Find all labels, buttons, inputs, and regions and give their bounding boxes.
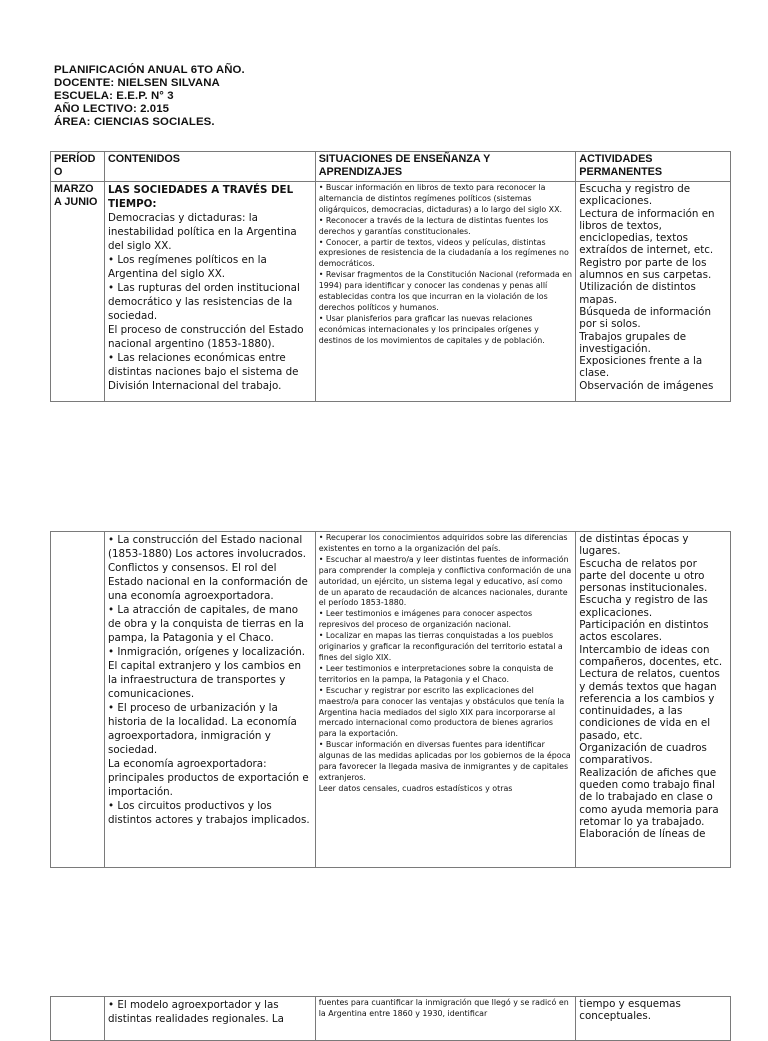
contenidos-title: LAS SOCIEDADES A TRAVÉS DEL TIEMPO: <box>107 184 294 210</box>
actividad-item: Participación en distintos actos escolares. <box>579 619 709 644</box>
situacion-item: • Revisar fragmentos de la Constitución Nacional (reformada en 1994) para identificar y conocer las condenas y penas allí establecidas contra los que incurran en la violación de los derechos políticos y humanos. <box>318 270 573 312</box>
actividad-item: Escucha y registro de las explicaciones. <box>579 594 708 619</box>
periodo-cell <box>51 532 105 868</box>
actividad-item: de distintas épocas y lugares. <box>579 533 689 558</box>
periodo-cell: MARZO A JUNIO <box>51 182 105 402</box>
contenido-item: • La atracción de capitales, de mano de obra y la conquista de tierras en la pampa, la Patagonia y el Chaco. <box>107 604 304 644</box>
situacion-item: • Reconocer a través de la lectura de distintas fuentes los derechos y garantías constitucionales. <box>318 215 549 236</box>
contenido-item: Democracias y dictaduras: la inestabilidad política en la Argentina del siglo XX. <box>107 212 297 252</box>
actividad-item: Lectura de relatos, cuentos y demás textos que hagan referencia a los cambios y continuidades, a las condiciones de vida en el pasado, etc. <box>579 668 720 742</box>
situacion-item: • Buscar información en libros de texto para reconocer la alternancia de distintos regímenes políticos (sistemas oligárquicos, democracias, dictaduras) a lo largo del siglo XX. <box>318 183 562 214</box>
planning-table-page-2 <box>50 531 731 868</box>
situacion-item: • Usar planisferios para graficar las nuevas relaciones económicas internacionales y los principales orígenes y destinos de los movimientos de capitales y de población. <box>318 313 545 345</box>
situacion-item: • Buscar información en diversas fuentes para identificar algunas de las medidas aplicadas por los gobiernos de la época para favorecer la llegada masiva de inmigrantes y de capitales extranjeros. <box>318 740 571 782</box>
periodo-cell <box>51 997 105 1041</box>
contenido-item: La economía agroexportadora: principales productos de exportación e importación. <box>107 758 309 798</box>
contenidos-cell <box>104 532 315 868</box>
plan-title: PLANIFICACIÓN ANUAL 6TO AÑO. <box>54 64 245 76</box>
contenidos-cell <box>104 997 315 1041</box>
contenido-item: • Los circuitos productivos y los distintos actores y trabajos implicados. <box>107 800 310 826</box>
contenido-item: • El modelo agroexportador y las distintas realidades regionales. La <box>107 999 284 1025</box>
actividad-item: Exposiciones frente a la clase. <box>579 355 703 380</box>
actividad-item: Trabajos grupales de investigación. <box>579 330 687 355</box>
actividad-item: Lectura de información en libros de textos, enciclopedias, textos extraídos de internet, etc. <box>579 207 715 257</box>
planning-table-page-1 <box>50 151 731 402</box>
situaciones-cell <box>315 182 576 402</box>
contenido-item: • La construcción del Estado nacional (1853-1880) Los actores involucrados. Conflictos y consensos. El rol del Estado nacional en la conformación de una economía agroexportadora. <box>107 534 308 602</box>
actividad-item: Utilización de distintos mapas. <box>579 281 696 306</box>
school-line: ESCUELA: E.E.P. N° 3 <box>54 90 174 102</box>
actividad-item: Escucha de relatos por parte del docente u otro personas institucionales. <box>579 557 708 595</box>
contenido-item: • Inmigración, orígenes y localización. El capital extranjero y los cambios en la infraestructura de transportes y comunicaciones. <box>107 646 306 700</box>
contenido-item: El proceso de construcción del Estado nacional argentino (1853-1880). <box>107 324 304 350</box>
actividades-cell <box>576 997 731 1041</box>
actividad-item: Organización de cuadros comparativos. <box>579 742 707 767</box>
situacion-item: • Escuchar al maestro/a y leer distintas fuentes de información para comprender la compleja y conflictiva conformación de una autoridad, un ejército, un sistema legal y educativo, así como de un aparato de recaudación de alcances nacionales, durante el período 1853-1880. <box>318 554 572 608</box>
header-situaciones: SITUACIONES DE ENSEÑANZA Y APRENDIZAJES <box>315 152 576 182</box>
situaciones-cell <box>315 997 576 1041</box>
actividad-item: Registro por parte de los alumnos en sus carpetas. <box>579 256 712 282</box>
header-contenidos: CONTENIDOS <box>104 152 315 182</box>
situacion-item: • Leer testimonios e imágenes para conocer aspectos represivos del proceso de organización nacional. <box>318 609 533 630</box>
contenidos-cell <box>104 182 315 402</box>
actividad-item: Realización de afiches que queden como trabajo final de lo trabajado en clase o como ayuda memoria para retomar lo ya trabajado. <box>579 766 719 828</box>
header-actividades: ACTIVIDADES PERMANENTES <box>576 152 731 182</box>
situacion-item: fuentes para cuantificar la inmigración que llegó y se radicó en la Argentina entre 1860 y 1930, identificar <box>318 998 569 1018</box>
actividad-item: Elaboración de líneas de <box>579 828 706 841</box>
situaciones-cell <box>315 532 576 868</box>
actividad-item: Escucha y registro de explicaciones. <box>579 183 691 208</box>
table-row <box>51 997 731 1041</box>
contenido-item: • Las rupturas del orden institucional democrático y las resistencias de la sociedad. <box>107 282 300 322</box>
actividad-item: Búsqueda de información por si solos. <box>579 305 711 331</box>
table-row <box>51 532 731 868</box>
actividad-item: tiempo y esquemas conceptuales. <box>579 998 681 1023</box>
teacher-line: DOCENTE: NIELSEN SILVANA <box>54 77 220 89</box>
table-header-row <box>51 152 731 182</box>
situacion-item: • Escuchar y registrar por escrito las explicaciones del maestro/a para conocer las ventajas y obstáculos que tenía la Argentina hacia mediados del siglo XIX para incorporarse al mercado internacional como productora de bienes agrarios para la exportación. <box>318 685 565 739</box>
situacion-item: • Localizar en mapas las tierras conquistadas a los pueblos originarios y graficar la reconfiguración del territorio estatal a fines del siglo XIX. <box>318 631 563 662</box>
table-row <box>51 182 731 402</box>
actividades-cell <box>576 182 731 402</box>
actividad-item: Intercambio de ideas con compañeros, docentes, etc. <box>579 643 723 668</box>
situacion-item: • Recuperar los conocimientos adquiridos sobre las diferencias existentes en torno a la organización del país. <box>318 533 568 553</box>
contenido-item: • El proceso de urbanización y la historia de la localidad. La economía agroexportadora, inmigración y sociedad. <box>107 702 297 756</box>
contenido-item: • Los regímenes políticos en la Argentina del siglo XX. <box>107 254 267 280</box>
situacion-item: Leer datos censales, cuadros estadísticos y otras <box>318 783 513 793</box>
school-year-line: AÑO LECTIVO: 2.015 <box>54 103 170 115</box>
header-periodo: PERÍODO <box>51 152 105 182</box>
actividad-item: Observación de imágenes <box>579 379 714 392</box>
planning-table-page-3 <box>50 996 731 1041</box>
actividades-cell <box>576 532 731 868</box>
subject-area-line: ÁREA: CIENCIAS SOCIALES. <box>54 116 215 128</box>
document-header <box>54 64 245 129</box>
contenido-item: • Las relaciones económicas entre distintas naciones bajo el sistema de División Internacional del trabajo. <box>107 352 299 392</box>
situacion-item: • Conocer, a partir de textos, videos y películas, distintas expresiones de resistencia de la ciudadanía a los regímenes no democráticos. <box>318 237 569 269</box>
situacion-item: • Leer testimonios e interpretaciones sobre la conquista de territorios en la pampa, la Patagonia y el Chaco. <box>318 663 554 684</box>
